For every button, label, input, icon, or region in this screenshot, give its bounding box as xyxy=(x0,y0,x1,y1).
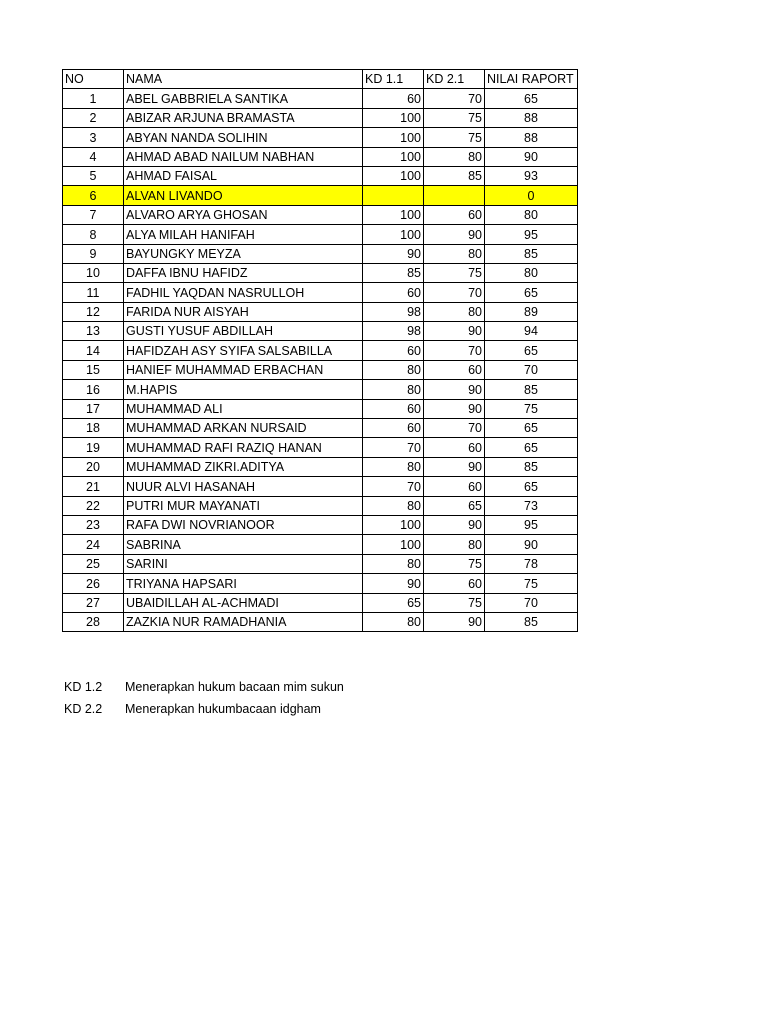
cell-kd1[interactable]: 80 xyxy=(363,360,424,379)
cell-kd1[interactable]: 100 xyxy=(363,225,424,244)
cell-kd1[interactable]: 70 xyxy=(363,477,424,496)
cell-nama[interactable]: ABYAN NANDA SOLIHIN xyxy=(124,128,363,147)
cell-nama[interactable]: HANIEF MUHAMMAD ERBACHAN xyxy=(124,360,363,379)
cell-kd1[interactable]: 60 xyxy=(363,341,424,360)
table-row xyxy=(63,128,578,147)
cell-kd2[interactable]: 80 xyxy=(424,147,485,166)
table-row xyxy=(63,399,578,418)
cell-kd2[interactable]: 90 xyxy=(424,380,485,399)
cell-kd2[interactable]: 70 xyxy=(424,89,485,108)
grade-table xyxy=(62,69,578,632)
cell-nama[interactable]: FARIDA NUR AISYAH xyxy=(124,302,363,321)
cell-no[interactable]: 10 xyxy=(63,263,124,282)
cell-raport[interactable]: 85 xyxy=(485,380,578,399)
cell-nama[interactable]: PUTRI MUR MAYANATI xyxy=(124,496,363,515)
cell-kd2[interactable]: 60 xyxy=(424,438,485,457)
cell-no[interactable]: 4 xyxy=(63,147,124,166)
note-text[interactable]: Menerapkan hukum bacaan mim sukun xyxy=(125,680,344,694)
cell-raport[interactable]: 95 xyxy=(485,225,578,244)
cell-raport[interactable]: 65 xyxy=(485,419,578,438)
note-code[interactable]: KD 2.2 xyxy=(64,702,103,716)
cell-kd2[interactable]: 90 xyxy=(424,225,485,244)
table-row xyxy=(63,438,578,457)
cell-no[interactable]: 7 xyxy=(63,205,124,224)
table-row xyxy=(63,108,578,127)
cell-no[interactable]: 19 xyxy=(63,438,124,457)
cell-kd2[interactable]: 60 xyxy=(424,477,485,496)
cell-kd1[interactable]: 100 xyxy=(363,166,424,185)
cell-no[interactable]: 18 xyxy=(63,419,124,438)
table-row xyxy=(63,515,578,534)
cell-kd1[interactable]: 90 xyxy=(363,244,424,263)
cell-kd1[interactable]: 100 xyxy=(363,147,424,166)
table-row xyxy=(63,457,578,476)
cell-kd1[interactable]: 100 xyxy=(363,108,424,127)
cell-nama[interactable]: ALYA MILAH HANIFAH xyxy=(124,225,363,244)
table-row xyxy=(63,574,578,593)
table-row xyxy=(63,593,578,612)
cell-nama[interactable]: MUHAMMAD ARKAN NURSAID xyxy=(124,419,363,438)
cell-kd1[interactable]: 65 xyxy=(363,593,424,612)
table-row xyxy=(63,166,578,185)
cell-kd1[interactable]: 80 xyxy=(363,554,424,573)
table-row xyxy=(63,477,578,496)
cell-no[interactable]: 8 xyxy=(63,225,124,244)
cell-nama[interactable]: NUUR ALVI HASANAH xyxy=(124,477,363,496)
header-kd1[interactable]: KD 1.1 xyxy=(363,70,424,89)
cell-no[interactable]: 6 xyxy=(63,186,124,205)
cell-raport[interactable]: 70 xyxy=(485,593,578,612)
table-row xyxy=(63,244,578,263)
cell-kd1[interactable]: 100 xyxy=(363,515,424,534)
cell-no[interactable]: 24 xyxy=(63,535,124,554)
table-row xyxy=(63,554,578,573)
cell-nama[interactable]: ABEL GABBRIELA SANTIKA xyxy=(124,89,363,108)
cell-no[interactable]: 13 xyxy=(63,322,124,341)
cell-kd1[interactable]: 85 xyxy=(363,263,424,282)
cell-no[interactable]: 25 xyxy=(63,554,124,573)
cell-raport[interactable]: 65 xyxy=(485,477,578,496)
cell-kd1[interactable]: 100 xyxy=(363,128,424,147)
cell-kd2[interactable]: 85 xyxy=(424,166,485,185)
cell-no[interactable]: 22 xyxy=(63,496,124,515)
cell-nama[interactable]: DAFFA IBNU HAFIDZ xyxy=(124,263,363,282)
cell-kd2[interactable]: 65 xyxy=(424,496,485,515)
cell-kd2[interactable]: 80 xyxy=(424,244,485,263)
cell-raport[interactable]: 65 xyxy=(485,89,578,108)
cell-kd2[interactable]: 60 xyxy=(424,360,485,379)
cell-kd2[interactable]: 75 xyxy=(424,108,485,127)
cell-no[interactable]: 12 xyxy=(63,302,124,321)
header-row xyxy=(63,70,578,89)
notes xyxy=(64,676,344,720)
cell-no[interactable]: 21 xyxy=(63,477,124,496)
cell-no[interactable]: 1 xyxy=(63,89,124,108)
cell-kd1[interactable]: 70 xyxy=(363,438,424,457)
table-row xyxy=(63,186,578,205)
cell-kd2[interactable]: 75 xyxy=(424,593,485,612)
table-row xyxy=(63,496,578,515)
cell-kd1[interactable]: 100 xyxy=(363,535,424,554)
cell-kd1[interactable]: 80 xyxy=(363,612,424,631)
cell-kd2[interactable]: 60 xyxy=(424,205,485,224)
cell-kd2[interactable]: 75 xyxy=(424,554,485,573)
cell-raport[interactable]: 65 xyxy=(485,438,578,457)
cell-raport[interactable]: 80 xyxy=(485,263,578,282)
cell-nama[interactable]: ALVARO ARYA GHOSAN xyxy=(124,205,363,224)
table-row xyxy=(63,419,578,438)
cell-kd1[interactable]: 80 xyxy=(363,496,424,515)
cell-kd1[interactable]: 98 xyxy=(363,302,424,321)
cell-kd2[interactable]: 70 xyxy=(424,419,485,438)
table-row xyxy=(63,612,578,631)
cell-no[interactable]: 27 xyxy=(63,593,124,612)
table-row xyxy=(63,205,578,224)
header-raport[interactable]: NILAI RAPORT xyxy=(485,70,578,89)
table-row xyxy=(63,341,578,360)
cell-nama[interactable]: TRIYANA HAPSARI xyxy=(124,574,363,593)
cell-kd2[interactable]: 90 xyxy=(424,399,485,418)
table-row xyxy=(63,283,578,302)
cell-nama[interactable]: UBAIDILLAH AL-ACHMADI xyxy=(124,593,363,612)
note-row xyxy=(64,676,344,698)
cell-kd1[interactable]: 80 xyxy=(363,457,424,476)
cell-raport[interactable]: 75 xyxy=(485,399,578,418)
table-row xyxy=(63,147,578,166)
table-row xyxy=(63,263,578,282)
cell-no[interactable]: 11 xyxy=(63,283,124,302)
cell-kd1[interactable]: 98 xyxy=(363,322,424,341)
cell-raport[interactable]: 75 xyxy=(485,574,578,593)
cell-nama[interactable]: AHMAD FAISAL xyxy=(124,166,363,185)
grade-table-body xyxy=(63,70,578,632)
cell-raport[interactable]: 88 xyxy=(485,128,578,147)
cell-no[interactable]: 20 xyxy=(63,457,124,476)
cell-kd1[interactable]: 60 xyxy=(363,399,424,418)
cell-nama[interactable]: MUHAMMAD RAFI RAZIQ HANAN xyxy=(124,438,363,457)
cell-nama[interactable]: MUHAMMAD ALI xyxy=(124,399,363,418)
cell-kd1[interactable]: 60 xyxy=(363,419,424,438)
cell-kd1[interactable]: 90 xyxy=(363,574,424,593)
cell-kd1[interactable]: 60 xyxy=(363,283,424,302)
cell-raport[interactable]: 78 xyxy=(485,554,578,573)
table-row xyxy=(63,360,578,379)
cell-nama[interactable]: ZAZKIA NUR RAMADHANIA xyxy=(124,612,363,631)
note-text[interactable]: Menerapkan hukumbacaan idgham xyxy=(125,702,321,716)
cell-no[interactable]: 9 xyxy=(63,244,124,263)
header-kd2[interactable]: KD 2.1 xyxy=(424,70,485,89)
cell-no[interactable]: 15 xyxy=(63,360,124,379)
cell-kd2[interactable]: 90 xyxy=(424,612,485,631)
table-row xyxy=(63,225,578,244)
cell-raport[interactable]: 94 xyxy=(485,322,578,341)
cell-no[interactable]: 14 xyxy=(63,341,124,360)
cell-kd1[interactable] xyxy=(363,186,424,205)
table-row xyxy=(63,89,578,108)
cell-nama[interactable]: AHMAD ABAD NAILUM NABHAN xyxy=(124,147,363,166)
cell-nama[interactable]: MUHAMMAD ZIKRI.ADITYA xyxy=(124,457,363,476)
cell-no[interactable]: 16 xyxy=(63,380,124,399)
note-row xyxy=(64,698,344,720)
cell-nama[interactable]: SABRINA xyxy=(124,535,363,554)
cell-kd2[interactable]: 90 xyxy=(424,515,485,534)
cell-raport[interactable]: 85 xyxy=(485,612,578,631)
cell-kd2[interactable]: 80 xyxy=(424,302,485,321)
cell-nama[interactable]: ALVAN LIVANDO xyxy=(124,186,363,205)
cell-raport[interactable]: 80 xyxy=(485,205,578,224)
cell-kd2[interactable]: 90 xyxy=(424,457,485,476)
cell-nama[interactable]: ABIZAR ARJUNA BRAMASTA xyxy=(124,108,363,127)
cell-kd2[interactable]: 90 xyxy=(424,322,485,341)
cell-nama[interactable]: RAFA DWI NOVRIANOOR xyxy=(124,515,363,534)
cell-kd1[interactable]: 80 xyxy=(363,380,424,399)
cell-no[interactable]: 26 xyxy=(63,574,124,593)
cell-nama[interactable]: SARINI xyxy=(124,554,363,573)
cell-raport[interactable]: 85 xyxy=(485,457,578,476)
cell-kd2[interactable]: 80 xyxy=(424,535,485,554)
cell-raport[interactable]: 70 xyxy=(485,360,578,379)
table-row xyxy=(63,535,578,554)
cell-nama[interactable]: M.HAPIS xyxy=(124,380,363,399)
cell-nama[interactable]: GUSTI YUSUF ABDILLAH xyxy=(124,322,363,341)
cell-nama[interactable]: BAYUNGKY MEYZA xyxy=(124,244,363,263)
note-code[interactable]: KD 1.2 xyxy=(64,680,103,694)
cell-no[interactable]: 5 xyxy=(63,166,124,185)
cell-raport[interactable]: 65 xyxy=(485,283,578,302)
cell-raport[interactable]: 85 xyxy=(485,244,578,263)
cell-raport[interactable]: 65 xyxy=(485,341,578,360)
cell-raport[interactable]: 89 xyxy=(485,302,578,321)
cell-kd2[interactable] xyxy=(424,186,485,205)
cell-kd2[interactable]: 75 xyxy=(424,128,485,147)
table-row xyxy=(63,302,578,321)
cell-nama[interactable]: FADHIL YAQDAN NASRULLOH xyxy=(124,283,363,302)
cell-nama[interactable]: HAFIDZAH ASY SYIFA SALSABILLA xyxy=(124,341,363,360)
cell-kd2[interactable]: 60 xyxy=(424,574,485,593)
cell-kd1[interactable]: 60 xyxy=(363,89,424,108)
cell-raport[interactable]: 73 xyxy=(485,496,578,515)
header-no[interactable]: NO xyxy=(63,70,124,89)
cell-kd1[interactable]: 100 xyxy=(363,205,424,224)
table-row xyxy=(63,380,578,399)
cell-no[interactable]: 2 xyxy=(63,108,124,127)
cell-raport[interactable]: 90 xyxy=(485,147,578,166)
cell-raport[interactable]: 95 xyxy=(485,515,578,534)
cell-kd2[interactable]: 70 xyxy=(424,283,485,302)
cell-kd2[interactable]: 70 xyxy=(424,341,485,360)
cell-no[interactable]: 28 xyxy=(63,612,124,631)
cell-raport[interactable]: 88 xyxy=(485,108,578,127)
cell-raport[interactable]: 93 xyxy=(485,166,578,185)
cell-no[interactable]: 17 xyxy=(63,399,124,418)
table-row xyxy=(63,322,578,341)
cell-no[interactable]: 3 xyxy=(63,128,124,147)
cell-raport[interactable]: 90 xyxy=(485,535,578,554)
header-nama[interactable]: NAMA xyxy=(124,70,363,89)
cell-raport[interactable]: 0 xyxy=(485,186,578,205)
cell-kd2[interactable]: 75 xyxy=(424,263,485,282)
cell-no[interactable]: 23 xyxy=(63,515,124,534)
